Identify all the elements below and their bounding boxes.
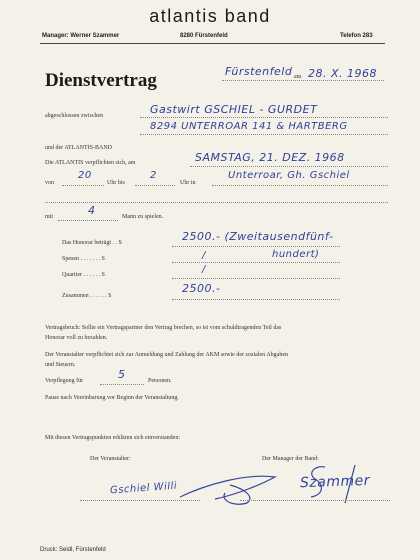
manager-sig-rule <box>240 500 390 501</box>
manager-signature: Szammer <box>299 472 371 492</box>
honorar-value-cont: hundert) <box>272 249 320 260</box>
von-label: von <box>45 180 54 186</box>
venue-line1: Gastwirt GSCHIEL - GURDET <box>150 103 318 116</box>
spesen-rule <box>172 262 340 263</box>
breach-clause-cont: Honorar voll zu bezahlen. <box>45 335 108 341</box>
venue-line2: 8294 UNTERROAR 141 & HARTBERG <box>150 121 348 132</box>
place-line <box>222 80 384 81</box>
to-hour-rule <box>135 185 175 186</box>
band-logo: atlantis band <box>149 6 271 26</box>
meals-suffix: Personen. <box>148 378 172 384</box>
uhr-bis-label: Uhr bis <box>107 180 125 186</box>
meals-label: Verpflegung für <box>45 378 84 384</box>
spesen-value: / <box>202 250 206 261</box>
organizer-clause: Der Veranstalter verpflichtet sich zur Anmeldung und Zahlung der AKM sowie der sozialen Abgaben <box>45 352 288 358</box>
and-band-label: und der ATLANTIS-BAND <box>45 145 112 151</box>
location-rule <box>212 185 388 186</box>
breach-clause: Vertragsbruch: Sollte ein Vertragspartner den Vertrag brechen, so ist vom schuldtragenden Teil das <box>45 325 282 331</box>
from-hour-rule <box>62 185 104 186</box>
date-value: 28. X. 1968 <box>308 67 378 80</box>
persons-value: 4 <box>88 204 96 217</box>
agreement-text: Mit diesen Vertragspunkten erklären sich einverstanden: <box>45 435 181 441</box>
persons-rule <box>58 220 118 221</box>
printer-credit: Druck: Seidl, Fürstenfeld <box>40 547 106 553</box>
pause-clause: Pause nach Vereinbarung vor Beginn der Veranstaltung. <box>45 395 179 401</box>
concluded-label: abgeschlossen zwischen <box>45 113 104 119</box>
mit-label: mit <box>45 214 54 220</box>
event-date: SAMSTAG, 21. DEZ. 1968 <box>195 151 345 164</box>
manager-info: Manager: Werner Szammer <box>42 33 120 39</box>
city-info: 8280 Fürstenfeld <box>180 33 228 39</box>
persons-suffix: Mann zu spielen. <box>122 214 164 220</box>
page-title: Dienstvertrag <box>45 70 157 91</box>
meals-rule <box>100 384 144 385</box>
organizer-sig-label: Der Veranstalter: <box>90 456 131 462</box>
obligation-label: Die ATLANTIS verpflichten sich, am <box>45 160 136 166</box>
event-date-rule <box>190 166 388 167</box>
manager-signature-flourish <box>175 455 405 515</box>
manager-sig-label: Der Manager der Band: <box>262 456 319 462</box>
quartier-value: / <box>202 264 206 275</box>
honorar-rule <box>172 246 340 247</box>
place-value: Fürstenfeld <box>225 65 293 78</box>
header-divider <box>40 43 385 44</box>
venue-line2-rule <box>140 134 388 135</box>
zusammen-label: Zusammen . . . . . . S <box>62 293 112 299</box>
quartier-rule <box>172 278 340 279</box>
organizer-sig-rule <box>80 500 200 501</box>
organizer-clause-cont: und Steuern. <box>45 362 76 368</box>
venue-line1-rule <box>140 117 388 118</box>
blank-rule <box>45 202 388 203</box>
quartier-label: Quartier . . . . . . S <box>62 272 105 278</box>
spesen-label: Spesen . . . . . . . S <box>62 256 105 262</box>
from-hour: 20 <box>78 170 92 181</box>
zusammen-value: 2500.- <box>182 282 221 295</box>
event-location: Unterroar, Gh. Gschiel <box>228 170 350 181</box>
to-hour: 2 <box>150 170 157 181</box>
organizer-signature: Gschiel Willi <box>109 480 178 497</box>
honorar-label: Das Honorar beträgt . . S <box>62 240 122 246</box>
phone-info: Telefon 283 <box>340 33 373 39</box>
uhr-in-label: Uhr in <box>180 180 196 186</box>
am-label: am <box>294 74 302 80</box>
meals-value: 5 <box>118 368 126 381</box>
zusammen-rule <box>172 299 340 300</box>
honorar-value: 2500.- (Zweitausendfünf- <box>182 230 334 243</box>
